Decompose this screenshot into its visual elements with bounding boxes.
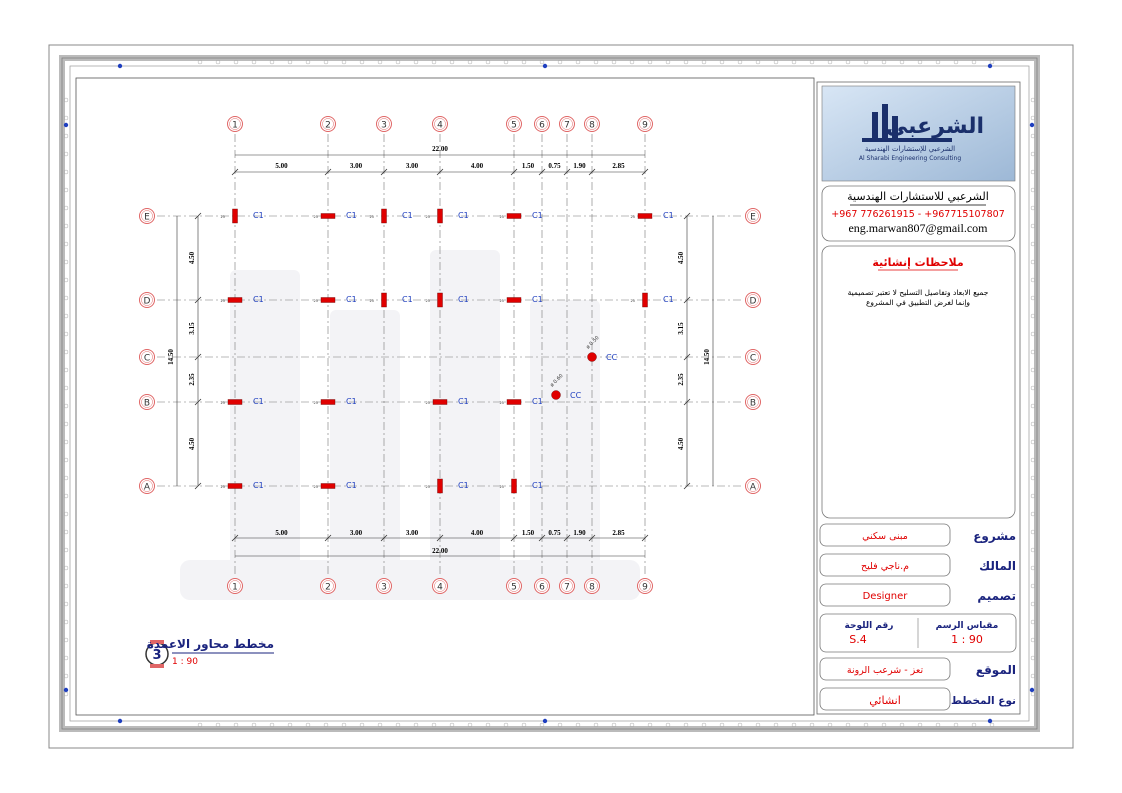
axis-bubble — [746, 209, 761, 224]
column-c1 — [500, 397, 543, 406]
axis-label: B — [143, 398, 151, 409]
svg-text:25: 25 — [313, 215, 318, 219]
span-dimension: 2.35 — [188, 373, 196, 386]
svg-text:25: 25 — [313, 401, 318, 405]
column-label: C1 — [253, 481, 264, 490]
axis-label: D — [749, 296, 757, 307]
column-c1 — [631, 211, 674, 220]
axis-label: 7 — [564, 582, 570, 593]
column-c1 — [500, 211, 543, 220]
axis-bubble — [535, 117, 550, 132]
axis-bubble — [535, 579, 550, 594]
axis-label: D — [143, 296, 151, 307]
axis-bubble — [746, 350, 761, 365]
axis-label: A — [749, 482, 757, 493]
span-dimension: 2.85 — [612, 162, 625, 170]
column-label: C1 — [458, 481, 469, 490]
svg-text:25: 25 — [313, 485, 318, 489]
column-c1 — [314, 211, 357, 220]
column-label: C1 — [402, 295, 413, 304]
column-label: C1 — [346, 211, 357, 220]
column-label: C1 — [253, 211, 264, 220]
ornament-dot — [64, 688, 68, 692]
sheet-label: رقم اللوحة — [844, 621, 894, 631]
axis-label: 3 — [381, 120, 387, 131]
owner-value: م.ناجي فليح — [861, 561, 909, 572]
svg-text:25: 25 — [220, 485, 225, 489]
ornament-dot — [118, 64, 122, 68]
axis-label: 9 — [642, 582, 648, 593]
ornament-dot — [64, 123, 68, 127]
total-dimension-x: 22.00 — [432, 547, 448, 555]
logo-arabic: الشرعبي — [885, 114, 985, 139]
axis-label: 2 — [325, 582, 331, 593]
axis-bubble — [140, 293, 155, 308]
axis-label: 4 — [437, 120, 443, 131]
ornament-dot — [543, 64, 547, 68]
column-label: C1 — [532, 397, 543, 406]
axis-bubble — [585, 579, 600, 594]
axis-bubble — [507, 117, 522, 132]
span-dimension: 4.50 — [677, 251, 685, 265]
logo-sub-english: Al Sharabi Engineering Consulting — [858, 155, 962, 162]
axis-bubble — [228, 117, 243, 132]
axis-label: 7 — [564, 120, 570, 131]
company-phones: +967 776261915 - +967715107807 — [831, 209, 1005, 220]
axis-label: A — [143, 482, 151, 493]
column-label: C1 — [346, 397, 357, 406]
column-label: C1 — [346, 481, 357, 490]
axis-bubble — [321, 579, 336, 594]
axis-bubble — [433, 117, 448, 132]
axis-bubble — [638, 579, 653, 594]
axis-label: 2 — [325, 120, 331, 131]
span-dimension: 3.00 — [349, 529, 363, 537]
axis-label: E — [750, 212, 756, 223]
axis-label: E — [144, 212, 150, 223]
svg-text:25: 25 — [630, 299, 635, 303]
design-label: تصميم — [977, 589, 1016, 603]
notes-line-2: وإنما لغرض التطبيق في المشروع — [865, 298, 971, 307]
ornament-dot — [988, 719, 992, 723]
svg-text:25: 25 — [630, 215, 635, 219]
span-dimension: 3.00 — [405, 162, 419, 170]
axis-bubble — [140, 350, 155, 365]
span-dimension: 0.75 — [548, 162, 561, 170]
column-label: C1 — [253, 397, 264, 406]
plan-scale: 1 : 90 — [172, 657, 198, 667]
svg-text:25: 25 — [499, 485, 504, 489]
ornament-dot — [543, 719, 547, 723]
title-block — [817, 82, 1020, 714]
column-label: C1 — [532, 481, 543, 490]
svg-text:25: 25 — [425, 401, 430, 405]
span-dimension: 4.50 — [677, 437, 685, 451]
span-dimension: 1.50 — [521, 162, 535, 170]
span-dimension: 4.00 — [470, 529, 484, 537]
axis-label: 5 — [511, 582, 517, 593]
span-dimension: 5.00 — [275, 162, 288, 170]
svg-text:25: 25 — [499, 299, 504, 303]
ornament-dot — [988, 64, 992, 68]
project-label: مشروع — [973, 529, 1016, 543]
axis-bubble — [228, 579, 243, 594]
axis-label: 1 — [232, 120, 238, 131]
axis-bubble — [433, 579, 448, 594]
span-dimension: 1.90 — [573, 162, 586, 170]
ornament-dot — [118, 719, 122, 723]
axis-bubble — [585, 117, 600, 132]
axis-bubble — [140, 209, 155, 224]
company-email: eng.marwan807@gmail.com — [848, 221, 988, 235]
span-dimension: 0.75 — [548, 529, 561, 537]
span-dimension: 1.50 — [521, 529, 535, 537]
design-value: Designer — [862, 591, 908, 602]
svg-text:25: 25 — [425, 299, 430, 303]
ornament-dot — [1030, 688, 1034, 692]
svg-text:25: 25 — [499, 401, 504, 405]
span-dimension: 3.00 — [405, 529, 419, 537]
type-label: نوع المخطط — [951, 695, 1016, 707]
axis-bubble — [746, 395, 761, 410]
svg-text:25: 25 — [220, 299, 225, 303]
span-dimension: 3.00 — [349, 162, 363, 170]
span-dimension: 4.50 — [188, 251, 196, 265]
axis-bubble — [507, 579, 522, 594]
axis-label: 3 — [381, 582, 387, 593]
svg-text:ø 0.60: ø 0.60 — [549, 373, 565, 389]
plan-title: مخطط محاور الاعمدة — [146, 637, 274, 651]
svg-text:25: 25 — [220, 401, 225, 405]
axis-label: B — [749, 398, 757, 409]
column-label: C1 — [532, 295, 543, 304]
axis-bubble — [560, 579, 575, 594]
sheet-value: S.4 — [849, 633, 867, 646]
svg-text:25: 25 — [313, 299, 318, 303]
total-dimension-y: 14.50 — [703, 349, 711, 365]
owner-label: المالك — [979, 559, 1016, 573]
column-label: CC — [570, 391, 582, 400]
site-label: الموقع — [975, 663, 1016, 677]
logo-sub-arabic: الشرعبي للإستشارات الهندسية — [864, 145, 956, 153]
scale-label: مقياس الرسم — [935, 621, 999, 631]
axis-bubble — [638, 117, 653, 132]
svg-text:ø 0.50: ø 0.50 — [585, 335, 601, 351]
notes-line-1: جميع الابعاد وتفاصيل التسليح لا تعتبر تصميمية — [847, 288, 989, 297]
column-label: C1 — [253, 295, 264, 304]
project-value: مبنى سكني — [862, 531, 908, 542]
span-dimension: 3.15 — [188, 322, 196, 335]
axis-bubble — [746, 479, 761, 494]
total-dimension-x: 22.00 — [432, 145, 448, 153]
svg-text:25: 25 — [499, 215, 504, 219]
axis-bubble — [140, 479, 155, 494]
ornament-dot — [1030, 123, 1034, 127]
axis-label: 6 — [539, 120, 545, 131]
svg-text:25: 25 — [220, 215, 225, 219]
span-dimension: 2.85 — [612, 529, 625, 537]
axis-bubble — [377, 579, 392, 594]
column-c1 — [314, 295, 357, 304]
type-value: انشائي — [869, 694, 901, 707]
axis-label: 8 — [589, 582, 595, 593]
span-dimension: 3.15 — [677, 322, 685, 335]
site-value: تعز - شرعب الرونة — [846, 665, 924, 676]
svg-text:25: 25 — [369, 299, 374, 303]
axis-label: 8 — [589, 120, 595, 131]
span-dimension: 4.50 — [188, 437, 196, 451]
axis-bubble — [321, 117, 336, 132]
axis-bubble — [560, 117, 575, 132]
span-dimension: 4.00 — [470, 162, 484, 170]
span-dimension: 5.00 — [275, 529, 288, 537]
column-label: C1 — [402, 211, 413, 220]
axis-label: C — [749, 353, 757, 364]
scale-value: 1 : 90 — [951, 633, 983, 646]
column-label: C1 — [532, 211, 543, 220]
axis-label: 4 — [437, 582, 443, 593]
column-label: C1 — [663, 295, 674, 304]
axis-bubble — [377, 117, 392, 132]
axis-label: 5 — [511, 120, 517, 131]
column-label: C1 — [458, 211, 469, 220]
span-dimension: 2.35 — [677, 373, 685, 386]
column-label: C1 — [458, 295, 469, 304]
svg-text:25: 25 — [369, 215, 374, 219]
total-dimension-y: 14.50 — [167, 349, 175, 365]
company-name: الشرعبي للاستشارات الهندسية — [847, 190, 989, 203]
svg-text:25: 25 — [425, 215, 430, 219]
plan-number: 3 — [152, 648, 162, 663]
column-label: C1 — [346, 295, 357, 304]
column-label: CC — [606, 353, 618, 362]
column-c1 — [500, 295, 543, 304]
plan-title-block — [146, 637, 274, 668]
column-label: C1 — [458, 397, 469, 406]
svg-text:25: 25 — [425, 485, 430, 489]
axis-bubble — [746, 293, 761, 308]
axis-label: 9 — [642, 120, 648, 131]
span-dimension: 1.90 — [573, 529, 586, 537]
axis-label: 6 — [539, 582, 545, 593]
axis-label: C — [143, 353, 151, 364]
notes-title: ملاحظات إنشائية — [872, 256, 964, 269]
column-label: C1 — [663, 211, 674, 220]
axis-label: 1 — [232, 582, 238, 593]
axis-bubble — [140, 395, 155, 410]
